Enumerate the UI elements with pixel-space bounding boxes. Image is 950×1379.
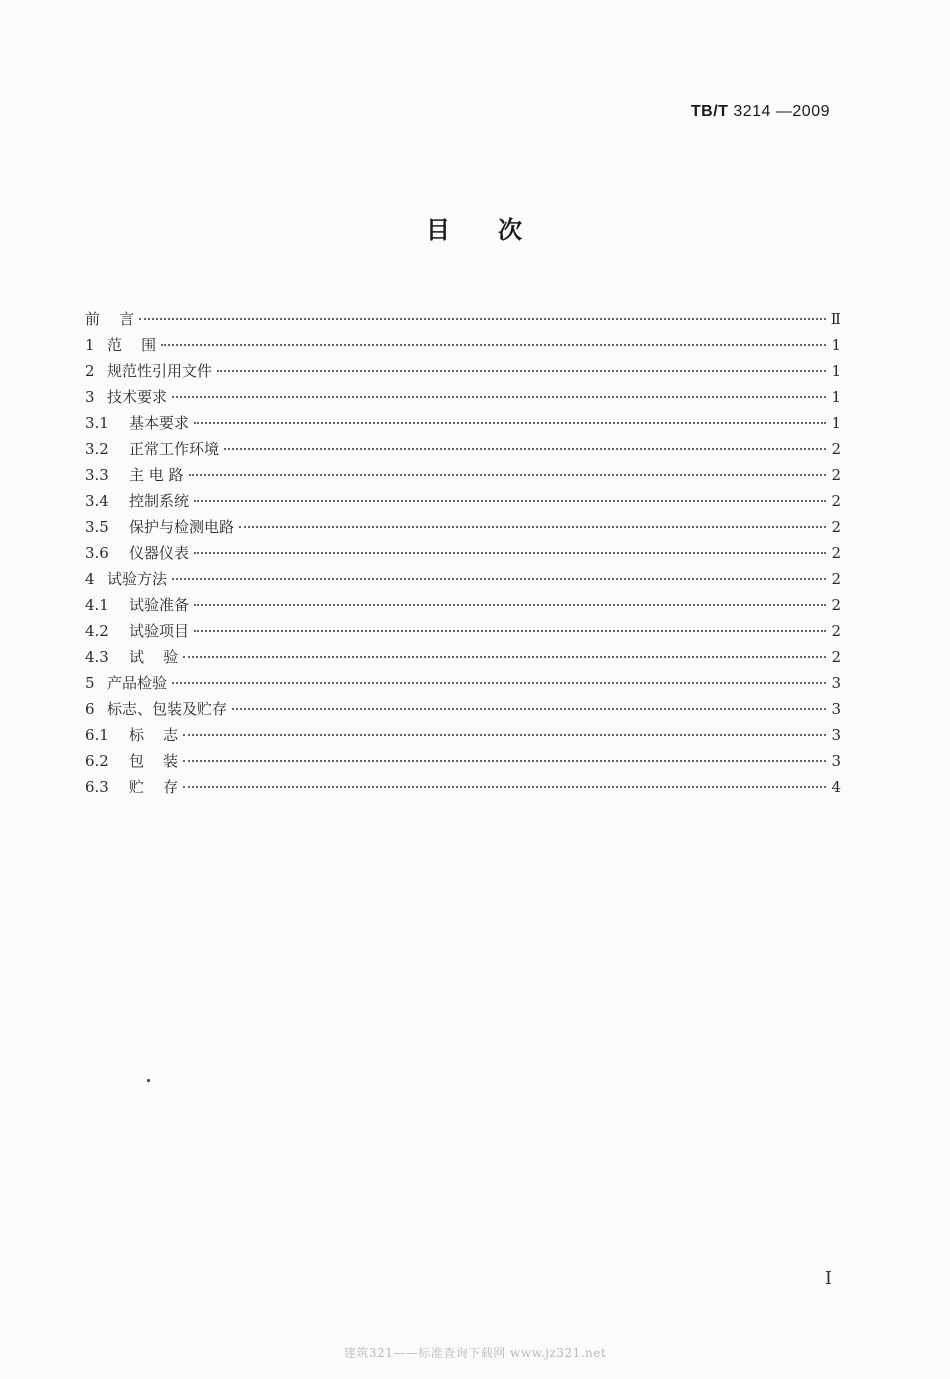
toc-entry-number: 5 xyxy=(85,674,95,692)
toc-entry-page: 2 xyxy=(831,544,841,562)
toc-entry[interactable] xyxy=(85,646,841,672)
toc-entry[interactable] xyxy=(85,334,841,360)
toc-entry-label: 规范性引用文件 xyxy=(107,362,213,380)
toc-entry-number: 6.2 xyxy=(85,752,109,770)
toc-entry-number: 3.6 xyxy=(85,544,109,562)
toc-leader-dots xyxy=(183,734,826,736)
toc-entry-page: 3 xyxy=(831,674,841,692)
table-of-contents xyxy=(85,308,841,802)
toc-entry-number: 4 xyxy=(85,570,95,588)
page-title-char-1: 目 xyxy=(426,215,452,244)
toc-entry-page: 3 xyxy=(831,700,841,718)
toc-entry-number: 6 xyxy=(85,700,95,718)
toc-entry-number: 2 xyxy=(85,362,95,380)
standard-code-prefix: TB/T xyxy=(690,103,729,120)
toc-entry[interactable] xyxy=(85,360,841,386)
toc-entry-number: 3 xyxy=(85,388,95,406)
toc-entry-label: 主 电 路 xyxy=(129,466,184,484)
toc-entry-page: 1 xyxy=(831,414,841,432)
toc-entry-label: 控制系统 xyxy=(129,492,190,510)
toc-entry[interactable] xyxy=(85,490,841,516)
toc-entry-number: 3.1 xyxy=(85,414,109,432)
toc-entry-page: 3 xyxy=(831,752,841,770)
page-title-char-2: 次 xyxy=(498,215,524,244)
toc-leader-dots xyxy=(194,552,826,554)
toc-leader-dots xyxy=(183,760,826,762)
toc-entry-page: 2 xyxy=(831,492,841,510)
toc-entry-page: Ⅱ xyxy=(830,310,841,328)
toc-leader-dots xyxy=(189,474,826,476)
toc-entry-label: 包 装 xyxy=(129,752,179,770)
toc-entry-number: 4.2 xyxy=(85,622,109,640)
toc-leader-dots xyxy=(232,708,826,710)
toc-entry-page: 1 xyxy=(831,362,841,380)
toc-entry-number: 4.3 xyxy=(85,648,109,666)
toc-leader-dots xyxy=(194,630,826,632)
toc-leader-dots xyxy=(217,370,826,372)
toc-entry-label: 贮 存 xyxy=(129,778,179,796)
toc-entry-number: 6.3 xyxy=(85,778,109,796)
toc-entry[interactable] xyxy=(85,776,841,802)
toc-entry-page: 2 xyxy=(831,648,841,666)
toc-entry-number: 4.1 xyxy=(85,596,109,614)
toc-entry-number: 3.4 xyxy=(85,492,109,510)
toc-leader-dots xyxy=(172,682,826,684)
toc-entry-page: 1 xyxy=(831,336,841,354)
toc-entry-label: 仪器仪表 xyxy=(129,544,190,562)
toc-entry[interactable] xyxy=(85,438,841,464)
toc-entry-number: 6.1 xyxy=(85,726,109,744)
toc-entry-number: 3.3 xyxy=(85,466,109,484)
toc-entry-page: 2 xyxy=(831,466,841,484)
toc-entry-page: 1 xyxy=(831,388,841,406)
toc-entry-label: 技术要求 xyxy=(107,388,168,406)
toc-leader-dots xyxy=(183,786,826,788)
toc-entry[interactable] xyxy=(85,516,841,542)
page-title xyxy=(0,210,950,245)
watermark: 建筑321——标准查询下载网 www.jz321.net xyxy=(343,1346,607,1360)
toc-entry-label: 试验方法 xyxy=(107,570,168,588)
toc-entry[interactable] xyxy=(85,542,841,568)
toc-entry-number: 1 xyxy=(85,336,95,354)
toc-leader-dots xyxy=(194,500,826,502)
toc-leader-dots xyxy=(183,656,826,658)
toc-entry-page: 3 xyxy=(831,726,841,744)
toc-entry[interactable] xyxy=(85,594,841,620)
toc-leader-dots xyxy=(194,422,826,424)
toc-leader-dots xyxy=(172,578,826,580)
toc-entry-label: 基本要求 xyxy=(129,414,190,432)
toc-entry-label: 标志、包装及贮存 xyxy=(107,700,228,718)
page-number: I xyxy=(824,1268,832,1289)
toc-entry[interactable] xyxy=(85,750,841,776)
toc-entry[interactable] xyxy=(85,620,841,646)
toc-entry-label: 前 言 xyxy=(85,310,135,328)
toc-leader-dots xyxy=(224,448,826,450)
toc-entry[interactable] xyxy=(85,308,841,334)
toc-entry-label: 试验准备 xyxy=(129,596,190,614)
toc-entry-page: 2 xyxy=(831,570,841,588)
toc-leader-dots xyxy=(194,604,826,606)
toc-leader-dots xyxy=(161,344,826,346)
toc-entry-number: 3.5 xyxy=(85,518,109,536)
toc-entry-label: 产品检验 xyxy=(107,674,168,692)
toc-entry-page: 4 xyxy=(831,778,841,796)
toc-entry-label: 标 志 xyxy=(129,726,179,744)
toc-entry[interactable] xyxy=(85,464,841,490)
toc-entry-page: 2 xyxy=(831,518,841,536)
toc-leader-dots xyxy=(172,396,826,398)
standard-code xyxy=(691,103,830,121)
toc-entry[interactable] xyxy=(85,672,841,698)
toc-entry[interactable] xyxy=(85,724,841,750)
toc-leader-dots xyxy=(139,318,826,320)
toc-entry-page: 2 xyxy=(831,622,841,640)
standard-code-number: 3214 —2009 xyxy=(733,103,830,120)
toc-entry[interactable] xyxy=(85,386,841,412)
toc-entry[interactable] xyxy=(85,412,841,438)
toc-entry-label: 试 验 xyxy=(129,648,179,666)
toc-entry[interactable] xyxy=(85,568,841,594)
toc-entry-number: 3.2 xyxy=(85,440,109,458)
toc-entry[interactable] xyxy=(85,698,841,724)
toc-entry-label: 试验项目 xyxy=(129,622,190,640)
toc-entry-page: 2 xyxy=(831,596,841,614)
scan-speck xyxy=(147,1079,150,1082)
toc-entry-label: 正常工作环境 xyxy=(129,440,220,458)
toc-entry-label: 保护与检测电路 xyxy=(129,518,235,536)
toc-entry-label: 范 围 xyxy=(107,336,157,354)
toc-leader-dots xyxy=(239,526,826,528)
toc-entry-page: 2 xyxy=(831,440,841,458)
